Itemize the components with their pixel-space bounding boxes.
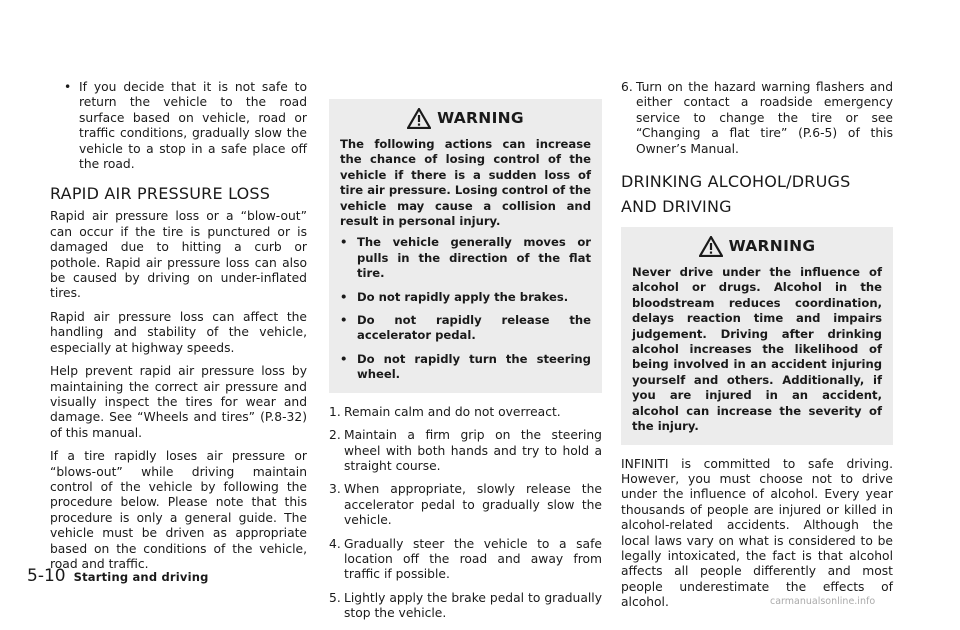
warning-header bbox=[340, 99, 591, 137]
paragraph: Rapid air pressure loss can affect the handling and stability of the vehicle, especially at highway speeds. bbox=[50, 309, 307, 355]
step-number: 2. bbox=[329, 428, 341, 443]
step-text: When appropriate, slowly release the accelerator pedal to gradually slow the vehicle. bbox=[344, 482, 602, 528]
heading-line: AND DRIVING bbox=[621, 197, 732, 217]
warning-item-text: Do not rapidly release the accelerator pedal. bbox=[357, 313, 591, 343]
step-item bbox=[329, 428, 602, 474]
step-item bbox=[329, 591, 602, 622]
warning-triangle-icon bbox=[699, 236, 723, 257]
paragraph: Help prevent rapid air pressure loss by maintaining the correct air pressure and visually inspect the tires for wear and damage. See “Wheels and tires” (P.8-32) of this manual. bbox=[50, 364, 307, 440]
warning-intro: The following actions can increase the chance of losing control of the vehicle if there is a sudden loss of tire air pressure. Losing control of the vehicle may cause a collision and result in personal injury. bbox=[340, 137, 591, 229]
step-item bbox=[329, 482, 602, 528]
column-middle bbox=[329, 99, 602, 630]
page-footer bbox=[27, 566, 209, 586]
warning-box-tire bbox=[329, 99, 602, 393]
bullet-icon: • bbox=[340, 235, 348, 250]
warning-box-alcohol bbox=[621, 227, 893, 444]
step-number: 6. bbox=[621, 80, 633, 94]
bullet-text: If you decide that it is not safe to return the vehicle to the road surface based on vehicle, road or traffic conditions, gradually slow the vehicle to a stop in a safe place off the road. bbox=[79, 80, 307, 172]
step-number: 4. bbox=[329, 536, 341, 551]
warning-list bbox=[340, 235, 591, 382]
watermark: carmanualsonline.info bbox=[770, 596, 876, 607]
bullet-item bbox=[50, 80, 307, 172]
page-number: 5-10 bbox=[27, 566, 66, 586]
column-left bbox=[50, 80, 307, 580]
heading-line: DRINKING ALCOHOL/DRUGS bbox=[621, 172, 851, 192]
step-text: Lightly apply the brake pedal to gradually stop the vehicle. bbox=[344, 590, 602, 621]
step-number: 3. bbox=[329, 482, 341, 497]
warning-body: Never drive under the influence of alcohol or drugs. Alcohol in the bloodstream reduces coordination, delays reaction time and impairs judgement. Driving after drinking alcohol increases the likelihood of being involved in an accident injuring yourself and others. Additionally, if you are injured in an accident, alcohol can increase the severity of the injury. bbox=[632, 265, 882, 434]
step-text: Remain calm and do not overreact. bbox=[344, 404, 561, 419]
bullet-icon: • bbox=[340, 289, 348, 304]
step-item bbox=[329, 537, 602, 583]
bullet-icon: • bbox=[340, 313, 348, 328]
warning-title: WARNING bbox=[728, 237, 816, 256]
warning-title: WARNING bbox=[437, 109, 524, 127]
column-right bbox=[621, 80, 893, 611]
step-text: Turn on the hazard warning flashers and either contact a roadside emergency service to change the tire or see “Changing a flat tire” (P.6-5) of this Owner’s Manual. bbox=[636, 80, 893, 156]
paragraph: Rapid air pressure loss or a “blow-out” can occur if the tire is punctured or is damaged due to hitting a curb or pothole. Rapid air pressure loss can also be caused by driving on under-inflated tires. bbox=[50, 209, 307, 301]
step-number: 1. bbox=[329, 404, 341, 419]
warning-list-item bbox=[340, 235, 591, 281]
warning-item-text: Do not rapidly apply the brakes. bbox=[357, 289, 569, 304]
step-number: 5. bbox=[329, 590, 341, 605]
paragraph: If a tire rapidly loses air pressure or “blows-out” while driving maintain control of the vehicle by following the procedure below. Please note that this procedure is only a general guide. The vehicle must be driven as appropriate based on the conditions of the vehicle, road and traffic. bbox=[50, 449, 307, 571]
warning-triangle-icon bbox=[407, 108, 431, 129]
section-heading-drinking bbox=[621, 169, 893, 219]
warning-list-item bbox=[340, 313, 591, 344]
bullet-icon: • bbox=[64, 80, 72, 94]
step-item bbox=[621, 80, 893, 157]
warning-item-text: The vehicle generally moves or pulls in the direction of the flat tire. bbox=[357, 235, 591, 281]
warning-header bbox=[632, 227, 882, 265]
paragraph: INFINITI is committed to safe driving. However, you must choose not to drive under the influence of alcohol. Every year thousands of people are injured or killed in alcohol-related accidents. Although the local laws vary on what is considered to be legally intoxicated, the fact is that alcohol affects all people differently and most people underestimate the effects of alcohol. bbox=[621, 456, 893, 610]
warning-list-item bbox=[340, 352, 591, 383]
step-item bbox=[329, 405, 602, 420]
warning-list-item bbox=[340, 290, 591, 305]
warning-item-text: Do not rapidly turn the steering wheel. bbox=[357, 351, 591, 382]
step-text: Gradually steer the vehicle to a safe location off the road and away from traffic if possible. bbox=[344, 536, 602, 582]
step-text: Maintain a firm grip on the steering wheel with both hands and try to hold a straight course. bbox=[344, 428, 602, 473]
section-heading-rapid-air-pressure-loss: RAPID AIR PRESSURE LOSS bbox=[50, 184, 271, 204]
section-name: Starting and driving bbox=[73, 570, 209, 584]
bullet-icon: • bbox=[340, 351, 348, 366]
